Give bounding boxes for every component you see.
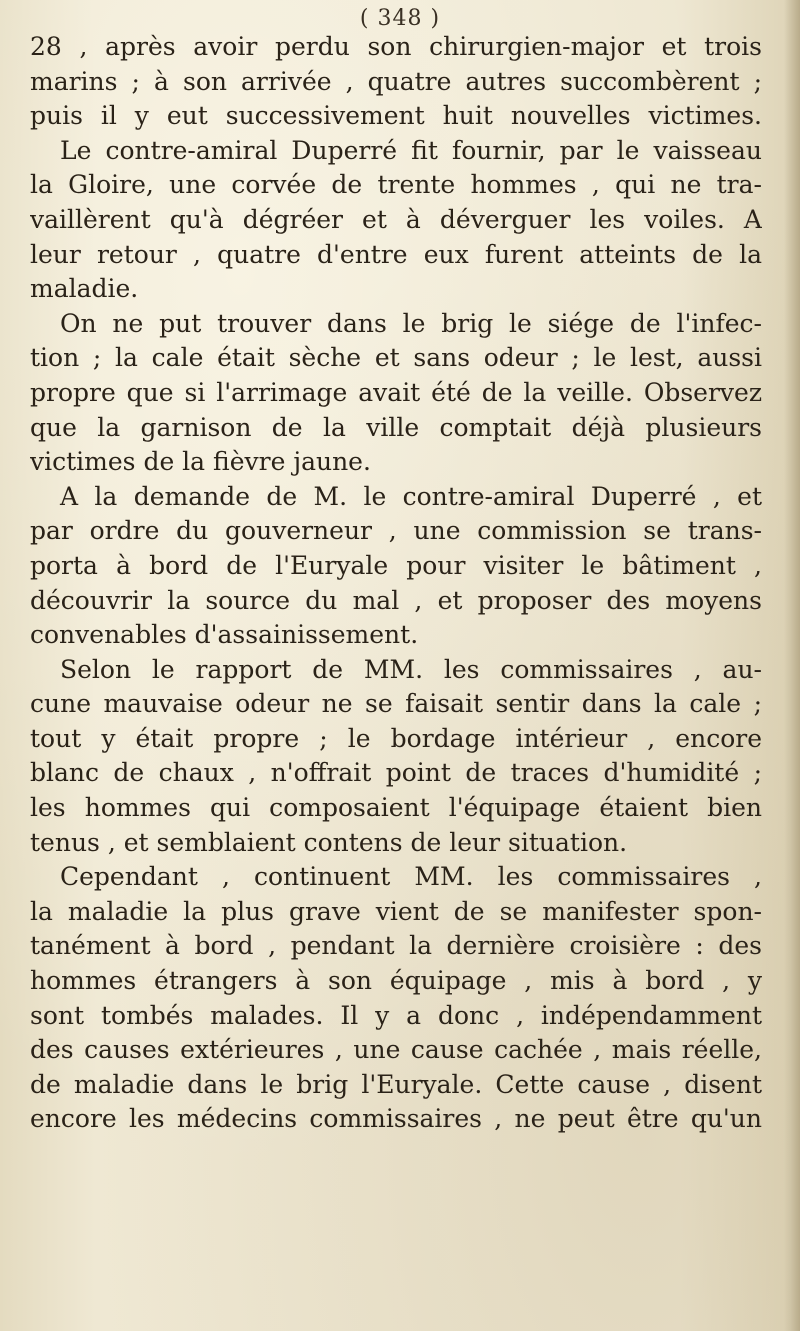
text-line: vaillèrent qu'à dégréer et à déverguer les voiles. A: [30, 204, 762, 234]
text-line: que la garnison de la ville comptait déjà plusieurs: [30, 412, 762, 442]
text-line: On ne put trouver dans le brig le siége de l'infec-: [60, 308, 762, 338]
text-line: les hommes qui composaient l'équipage étaient bien: [30, 793, 762, 823]
text-line: la maladie la plus grave vient de se manifester spon-: [30, 896, 762, 926]
text-line: des causes extérieures , une cause cachée , mais réelle,: [30, 1035, 762, 1065]
page-edge-shadow: [784, 0, 800, 1331]
text-line: blanc de chaux , n'offrait point de traces d'humidité ;: [30, 758, 762, 788]
text-line: convenables d'assainissement.: [30, 620, 419, 650]
text-line: 28 , après avoir perdu son chirurgien-major et trois: [30, 32, 762, 61]
text-line: Cependant , continuent MM. les commissaires ,: [60, 862, 762, 892]
text-line: cune mauvaise odeur ne se faisait sentir dans la cale ;: [30, 689, 762, 719]
text-line: Le contre-amiral Duperré fit fournir, par le vaisseau: [60, 135, 762, 165]
body-text: [30, 30, 762, 1137]
text-line: tenus , et semblaient contens de leur situation.: [30, 827, 628, 857]
text-line: Selon le rapport de MM. les commissaires , au-: [60, 654, 762, 684]
text-line: tion ; la cale était sèche et sans odeur ; le lest, aussi: [30, 343, 762, 373]
text-line: propre que si l'arrimage avait été de la veille. Observez: [30, 377, 762, 407]
text-line: tout y était propre ; le bordage intérieur , encore: [30, 723, 762, 753]
text-line: puis il y eut successivement huit nouvelles victimes.: [30, 101, 762, 131]
text-line: marins ; à son arrivée , quatre autres succombèrent ;: [30, 66, 762, 96]
text-line: encore les médecins commissaires , ne peut être qu'un: [30, 1104, 762, 1134]
text-line: victimes de la fièvre jaune.: [30, 447, 371, 477]
text-line: sont tombés malades. Il y a donc , indépendamment: [30, 1000, 762, 1030]
text-line: hommes étrangers à son équipage , mis à bord , y: [30, 966, 762, 996]
text-line: tanément à bord , pendant la dernière croisière : des: [30, 931, 762, 961]
text-line: maladie.: [30, 274, 139, 304]
text-line: porta à bord de l'Euryale pour visiter le bâtiment ,: [30, 550, 762, 580]
text-line: de maladie dans le brig l'Euryale. Cette cause , disent: [30, 1069, 762, 1099]
text-line: A la demande de M. le contre-amiral Duperré , et: [60, 481, 762, 511]
text-line: par ordre du gouverneur , une commission se trans-: [30, 516, 762, 546]
text-line: la Gloire, une corvée de trente hommes , qui ne tra-: [30, 170, 762, 200]
text-line: leur retour , quatre d'entre eux furent atteints de la: [30, 239, 762, 269]
page-number: ( 348 ): [359, 6, 441, 31]
text-line: découvrir la source du mal , et proposer des moyens: [30, 585, 762, 615]
